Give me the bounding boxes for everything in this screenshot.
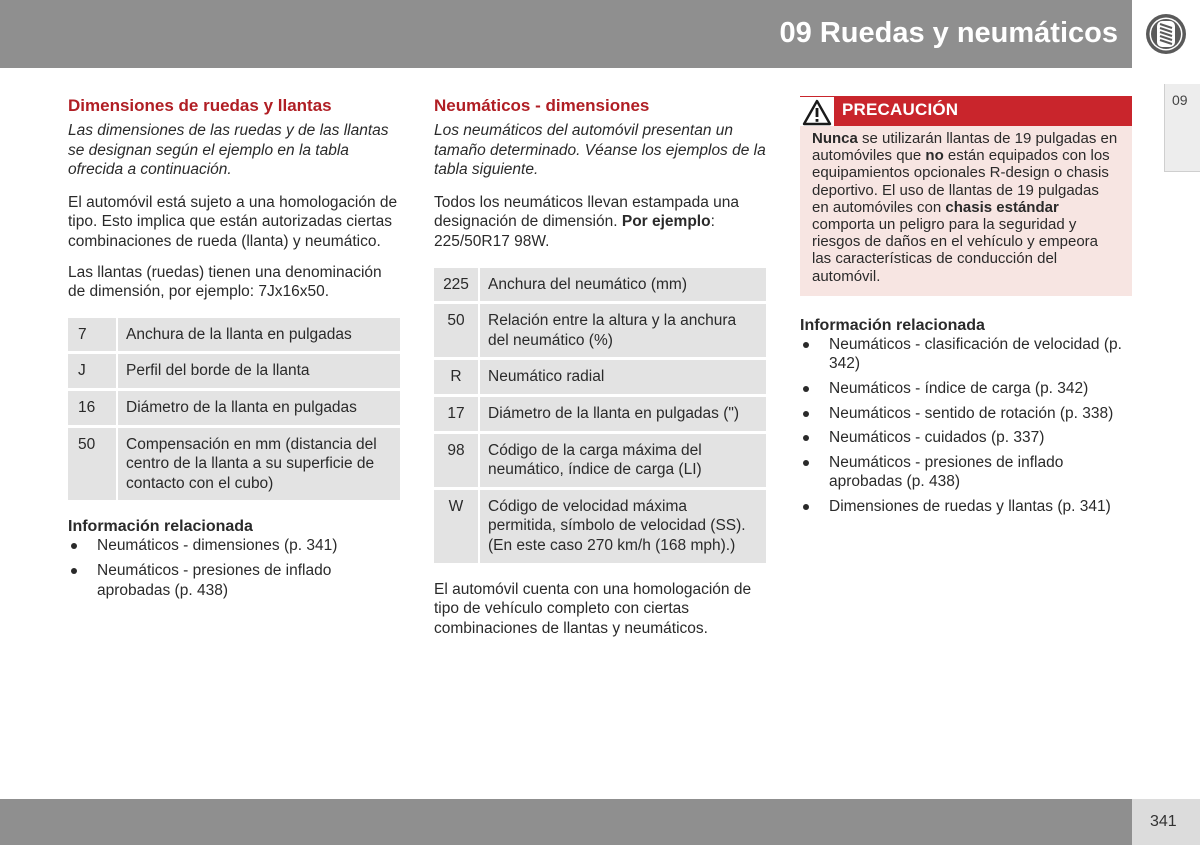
tire-desc: Diámetro de la llanta en pulgadas (") <box>480 397 766 434</box>
tire-code: W <box>434 490 480 566</box>
column-caution <box>800 96 1132 522</box>
page-number-box <box>1132 799 1200 845</box>
tire-code: 50 <box>434 304 480 360</box>
rim-intro: Las dimensiones de las ruedas y de las llantas se designan según el ejemplo en la tabla ofrecida a continuación. <box>68 122 389 179</box>
tire-code: R <box>434 360 480 397</box>
related-link[interactable]: Neumáticos - cuidados (p. 337) <box>800 428 1132 448</box>
table-row <box>434 268 766 305</box>
column-tire-dimensions <box>434 96 766 649</box>
related-link[interactable]: Neumáticos - presiones de inflado aprobadas (p. 438) <box>68 561 400 600</box>
table-row <box>68 354 400 391</box>
tire-desc: Código de la carga máxima del neumático, índice de carga (LI) <box>480 434 766 490</box>
tire-paragraph-2: El automóvil cuenta con una homologación de tipo de vehículo completo con ciertas combinaciones de llantas y neumáticos. <box>434 580 752 637</box>
table-row <box>434 434 766 490</box>
related-link[interactable]: Neumáticos - sentido de rotación (p. 338) <box>800 404 1132 424</box>
rim-desc: Anchura de la llanta en pulgadas <box>118 318 400 355</box>
related-link[interactable]: Neumáticos - índice de carga (p. 342) <box>800 379 1132 399</box>
rim-code: 7 <box>68 318 118 355</box>
related-link[interactable]: Neumáticos - dimensiones (p. 341) <box>68 536 400 556</box>
rim-paragraph-2: Las llantas (ruedas) tienen una denominación de dimensión, por ejemplo: 7Jx16x50. <box>68 263 382 301</box>
caution-bold-no: no <box>925 147 944 165</box>
tire-code: 98 <box>434 434 480 490</box>
tire-desc: Relación entre la altura y la anchura del neumático (%) <box>480 304 766 360</box>
tire-intro: Los neumáticos del automóvil presentan un tamaño determinado. Véanse los ejemplos de la tabla siguiente. <box>434 122 766 179</box>
tire-p1-start: Todos los neumáticos llevan estampada una designación de dimensión. <box>434 193 740 231</box>
table-row <box>68 391 400 428</box>
chapter-icon-box <box>1132 0 1200 68</box>
caution-header <box>800 96 1132 126</box>
tire-code: 225 <box>434 268 480 305</box>
rim-desc: Compensación en mm (distancia del centro de la llanta a su superficie de contacto con el cubo) <box>118 428 400 504</box>
rim-desc: Diámetro de la llanta en pulgadas <box>118 391 400 428</box>
tire-p1-end: : 225/50R17 98W. <box>434 213 715 250</box>
rim-code: J <box>68 354 118 391</box>
caution-bold-never: Nunca <box>812 130 858 147</box>
tire-code: 17 <box>434 397 480 434</box>
rim-related-heading: Información relacionada <box>68 518 253 536</box>
table-row <box>434 397 766 434</box>
rim-desc: Perfil del borde de la llanta <box>118 354 400 391</box>
tire-desc: Neumático radial <box>480 360 766 397</box>
tire-desc: Código de velocidad máxima permitida, símbolo de velocidad (SS). (En este caso 270 km/h (168 mph).) <box>480 490 766 566</box>
rim-code: 50 <box>68 428 118 504</box>
rim-heading: Dimensiones de ruedas y llantas <box>68 96 332 115</box>
rim-paragraph-1: El automóvil está sujeto a una homologación de tipo. Esto implica que están autorizadas ciertas combinaciones de rueda (llanta) y neumático. <box>68 193 398 250</box>
caution-bold-chassis: chasis estándar <box>945 198 1059 216</box>
table-row <box>68 428 400 504</box>
rim-related-list <box>68 536 400 600</box>
tire-heading: Neumáticos - dimensiones <box>434 96 650 115</box>
warning-icon <box>802 98 832 126</box>
related-link[interactable]: Neumáticos - clasificación de velocidad (p. 342) <box>800 335 1132 374</box>
page-number: 341 <box>1150 813 1177 830</box>
tire-paragraph-1 <box>434 193 766 252</box>
caution-box <box>800 96 1132 296</box>
tire-p1-bold: Por ejemplo <box>621 213 711 231</box>
related-heading: Información relacionada <box>800 316 985 334</box>
related-list <box>800 335 1132 517</box>
page-footer <box>0 799 1132 845</box>
rim-table <box>68 318 400 504</box>
tire-icon <box>1144 12 1188 56</box>
related-link[interactable]: Neumáticos - presiones de inflado aprobadas (p. 438) <box>800 453 1132 492</box>
tire-table <box>434 268 766 566</box>
caution-title: PRECAUCIÓN <box>842 100 959 119</box>
chapter-tab[interactable] <box>1164 84 1200 172</box>
chapter-tab-label: 09 <box>1172 92 1188 108</box>
chapter-title: 09 Ruedas y neumáticos <box>779 17 1118 49</box>
caution-text-part: comporta un peligro para la seguridad y riesgos de daños en el vehículo y empeora las características de conducción del automóvil. <box>812 216 1099 285</box>
table-row <box>434 304 766 360</box>
caution-text <box>800 126 1132 296</box>
caution-icon-box <box>800 96 834 126</box>
related-link[interactable]: Dimensiones de ruedas y llantas (p. 341) <box>800 497 1132 517</box>
caution-text-part: se utilizarán llantas de 19 pulgadas en automóviles que <box>812 130 1118 165</box>
table-row <box>68 318 400 355</box>
table-row <box>434 360 766 397</box>
page-header <box>0 0 1132 68</box>
table-row <box>434 490 766 566</box>
tire-desc: Anchura del neumático (mm) <box>480 268 766 305</box>
caution-text-part: están equipados con los equipamientos opcionales R-design o chasis deportivo. El uso de llantas de 19 pulgadas en automóviles con <box>812 147 1110 216</box>
column-rim-dimensions <box>68 96 400 605</box>
rim-code: 16 <box>68 391 118 428</box>
